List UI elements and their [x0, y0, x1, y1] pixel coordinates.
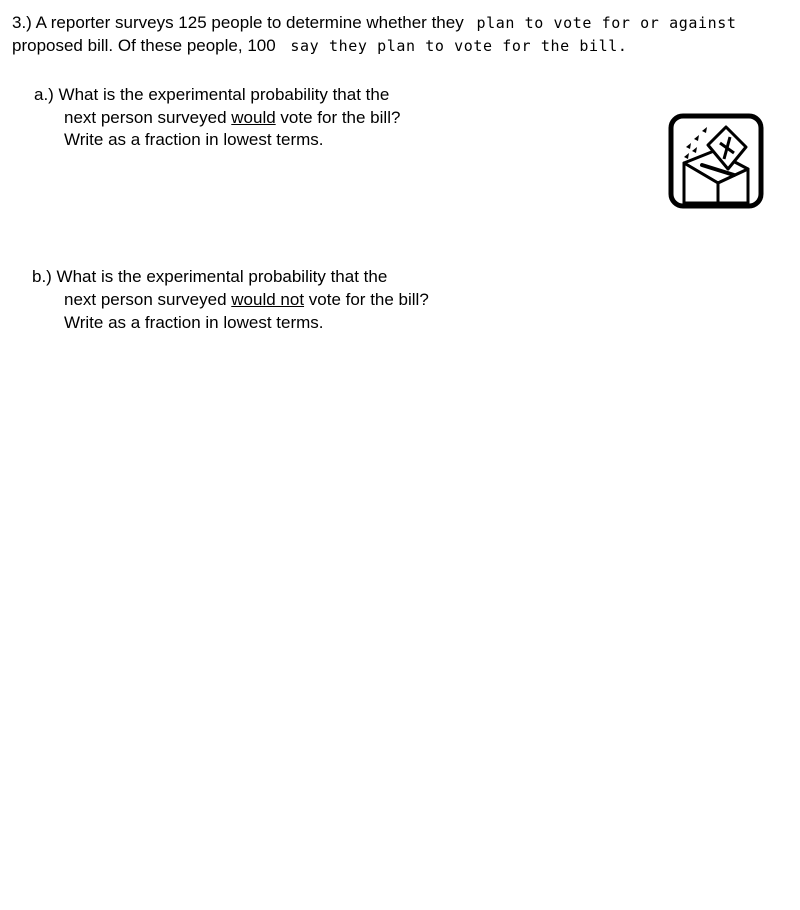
part-a-line-2: [64, 108, 400, 128]
part-b-line-1: b.) What is the experimental probability that the: [32, 267, 388, 286]
ballot-box-icon: [668, 113, 764, 209]
problem-line-2-text: proposed bill. Of these people, 100: [12, 36, 276, 55]
part-b-line-2: [64, 290, 429, 310]
part-a-emphasis-would: would: [231, 108, 276, 127]
problem-line-1: [12, 13, 736, 33]
part-a-line-1: a.) What is the experimental probability that the: [34, 85, 390, 104]
part-b-line-2-before: next person surveyed: [64, 290, 232, 309]
part-a-line-3: Write as a fraction in lowest terms.: [64, 130, 324, 149]
problem-line-1-text: 3.) A reporter surveys 125 people to determine whether they: [12, 13, 464, 32]
part-a-line-2-before: next person surveyed: [64, 108, 232, 127]
part-b-line-2-after: vote for the bill?: [304, 290, 429, 309]
part-b-line-3: Write as a fraction in lowest terms.: [64, 313, 324, 332]
problem-line-2: [12, 36, 628, 56]
part-b-emphasis-would-not: would not: [231, 290, 305, 309]
problem-line-1-mono: plan to vote for or against: [476, 14, 737, 32]
part-a-line-2-after: vote for the bill?: [275, 108, 401, 127]
problem-line-2-mono: say they plan to vote for the bill.: [290, 37, 628, 55]
